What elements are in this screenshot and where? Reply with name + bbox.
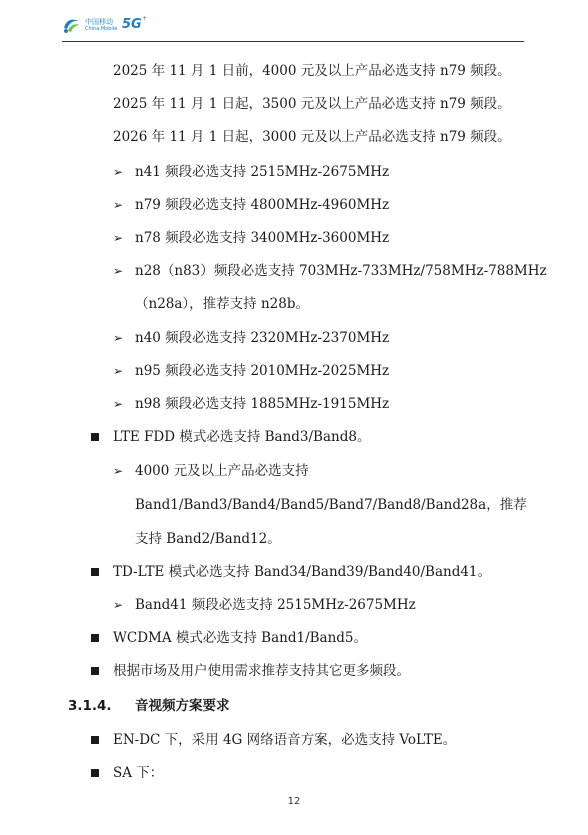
date-line-2: 2025 年 11 月 1 日起，3500 元及以上产品必选支持 n79 频段。 [113,96,511,112]
wcdma-requirement: WCDMA 模式必选支持 Band1/Band5。 [113,630,368,646]
sa-label: SA 下： [113,765,164,781]
arrow-bullet-icon: ➢ [113,198,124,212]
lte-fdd-sub-2: Band1/Band3/Band4/Band5/Band7/Band8/Band28a，推荐 [135,497,527,513]
arrow-bullet-icon: ➢ [113,397,124,411]
arrow-bullet-icon: ➢ [113,231,124,245]
page-header [62,14,524,40]
china-mobile-logo [62,16,117,34]
nr-band-n95: n95 频段必选支持 2010MHz-2025MHz [135,363,390,379]
arrow-bullet-icon: ➢ [113,165,124,179]
square-bullet-icon [91,667,99,675]
square-bullet-icon [91,769,99,777]
date-line-1: 2025 年 11 月 1 日前，4000 元及以上产品必选支持 n79 频段。 [113,63,511,79]
square-bullet-icon [91,736,99,744]
page-number: 12 [287,796,301,807]
square-bullet-icon [91,433,99,441]
logo-english-text: China Mobile [85,25,118,32]
nr-band-n79: n79 频段必选支持 4800MHz-4960MHz [135,197,390,213]
nr-band-n28-continued: （n28a），推荐支持 n28b。 [135,296,309,312]
nr-band-n28: n28（n83）频段必选支持 703MHz-733MHz/758MHz-788MHz [135,263,547,279]
square-bullet-icon [91,634,99,642]
arrow-bullet-icon: ➢ [113,264,124,278]
date-line-3: 2026 年 11 月 1 日起，3000 元及以上产品必选支持 n79 频段。 [113,129,511,145]
td-lte-sub: Band41 频段必选支持 2515MHz-2675MHz [135,597,416,613]
5g-badge: 5G [122,17,142,32]
header-divider [62,41,524,42]
section-title: 音视频方案要求 [135,698,230,714]
arrow-bullet-icon: ➢ [113,464,124,478]
square-bullet-icon [91,568,99,576]
section-number: 3.1.4. [68,698,112,714]
market-recommendation: 根据市场及用户使用需求推荐支持其它更多频段。 [113,663,410,679]
nr-band-n98: n98 频段必选支持 1885MHz-1915MHz [135,396,390,412]
lte-fdd-sub-1: 4000 元及以上产品必选支持 [135,463,309,479]
arrow-bullet-icon: ➢ [113,331,124,345]
endc-requirement: EN-DC 下，采用 4G 网络语音方案，必选支持 VoLTE。 [113,732,457,748]
nr-band-n78: n78 频段必选支持 3400MHz-3600MHz [135,230,390,246]
lte-fdd-requirement: LTE FDD 模式必选支持 Band3/Band8。 [113,429,371,445]
arrow-bullet-icon: ➢ [113,364,124,378]
lte-fdd-sub-3: 支持 Band2/Band12。 [135,531,281,547]
td-lte-requirement: TD-LTE 模式必选支持 Band34/Band39/Band40/Band41。 [113,564,492,580]
nr-band-n40: n40 频段必选支持 2320MHz-2370MHz [135,330,390,346]
china-mobile-emblem-icon [62,16,82,34]
logo-chinese-text: 中国移动 [85,17,113,26]
arrow-bullet-icon: ➢ [113,598,124,612]
nr-band-n41: n41 频段必选支持 2515MHz-2675MHz [135,164,390,180]
5g-badge-plus: + [142,15,148,22]
